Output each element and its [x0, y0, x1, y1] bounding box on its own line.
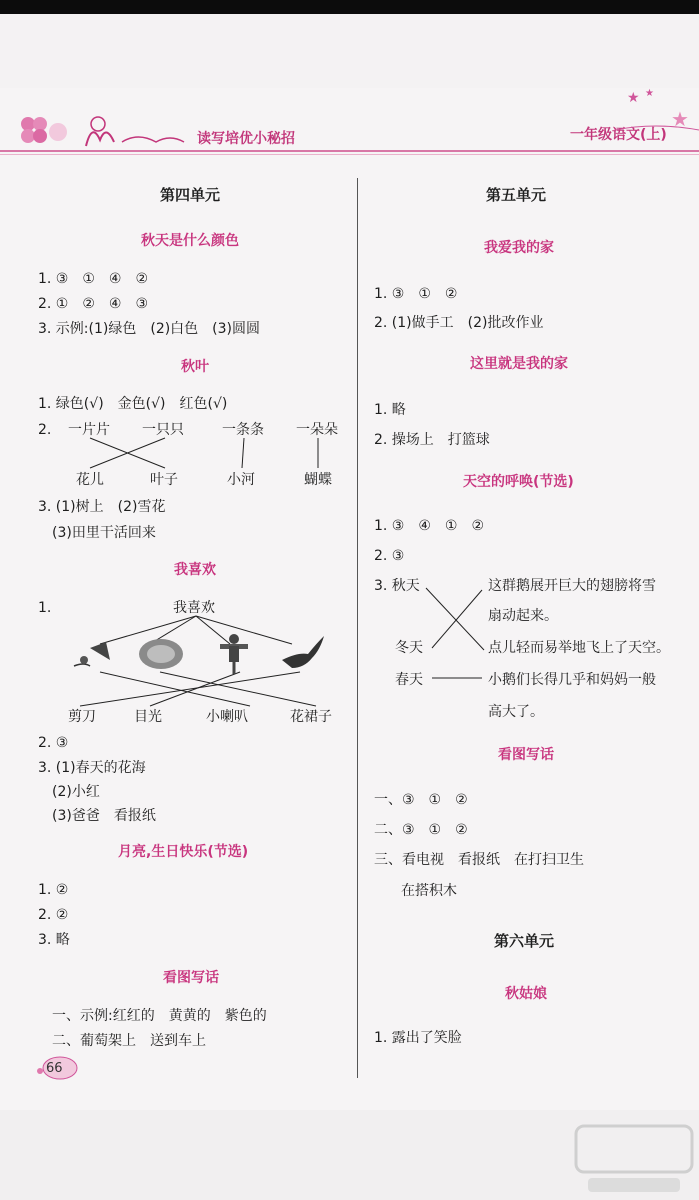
- sentence-line: 点儿轻而易举地飞上了天空。: [488, 640, 670, 656]
- swallow-bird-icon: [280, 634, 326, 670]
- match-word-bottom: 蝴蝶: [304, 472, 332, 488]
- section-title-here-home: 这里就是我的家: [470, 356, 568, 372]
- section-title-picture-writing-2: 看图写话: [498, 747, 554, 763]
- match-word-top: 一只只: [142, 422, 184, 438]
- header-rule-thin: [0, 154, 699, 155]
- section-title-i-like: 我喜欢: [174, 562, 216, 578]
- center-word: 我喜欢: [173, 600, 215, 616]
- answer-line: 3. (1)树上 (2)雪花: [38, 499, 166, 515]
- answer-line: 2. (1)做手工 (2)批改作业: [374, 315, 544, 331]
- svg-text:★: ★: [671, 107, 689, 131]
- answer-line: 一、示例:红红的 黄黄的 紫色的: [52, 1008, 267, 1024]
- answer-line: 2. 操场上 打篮球: [374, 432, 490, 448]
- header-rule: [0, 150, 699, 152]
- series-title: 读写培优小秘招: [197, 131, 295, 147]
- answer-line: 3. 示例:(1)绿色 (2)白色 (3)圆圆: [38, 321, 261, 337]
- status-bar: [0, 0, 699, 14]
- match-word-left: 3. 秋天: [374, 578, 420, 594]
- answer-line: 1. 露出了笑脸: [374, 1030, 462, 1046]
- morning-glory-icon: [70, 638, 118, 672]
- sentence-line: 小鹅们长得几乎和妈妈一般: [488, 672, 656, 688]
- answer-line: 1. ②: [38, 882, 69, 898]
- stars-decoration-icon: [615, 82, 699, 132]
- scarecrow-icon: [214, 632, 254, 674]
- book-page: [0, 88, 699, 1110]
- answer-line: 1. 略: [374, 402, 406, 418]
- match-word-bottom: 花裙子: [290, 709, 332, 725]
- answer-line: (3)田里干活回来: [52, 525, 156, 541]
- sentence-line: 扇动起来。: [488, 608, 558, 624]
- section-title-autumn-color: 秋天是什么颜色: [141, 233, 239, 249]
- answer-line: 2. ③: [38, 735, 69, 751]
- unit-5-heading: 第五单元: [486, 186, 547, 204]
- match-word-top: 一片片: [68, 422, 110, 438]
- match-word-bottom: 小喇叭: [206, 709, 248, 725]
- answer-line: 二、③ ① ②: [374, 822, 468, 838]
- section-title-picture-writing: 看图写话: [163, 970, 219, 986]
- section-title-love-home: 我爱我的家: [484, 240, 554, 256]
- section-title-moon-birthday: 月亮,生日快乐(节选): [118, 844, 249, 860]
- sun-blur-icon: [136, 636, 186, 672]
- answer-line: 在搭积木: [401, 883, 457, 899]
- match-word-top: 一朵朵: [296, 422, 338, 438]
- answer-line: 一、③ ① ②: [374, 792, 468, 808]
- match-word-bottom: 花儿: [76, 472, 104, 488]
- match-word-bottom: 剪刀: [68, 709, 96, 725]
- answer-line: (2)小红: [52, 784, 100, 800]
- match-word-bottom: 小河: [227, 472, 255, 488]
- match-word-bottom: 目光: [134, 709, 162, 725]
- unit-6-heading: 第六单元: [494, 932, 555, 950]
- clover-logo-icon: [14, 108, 74, 152]
- mascot-brand-icon: [78, 112, 188, 152]
- page-number: 66: [46, 1061, 63, 1076]
- sentence-line: 这群鹅展开巨大的翅膀将雪: [488, 578, 656, 594]
- answer-line: 3. (1)春天的花海: [38, 760, 146, 776]
- answer-line: 1. ③ ④ ① ②: [374, 518, 485, 534]
- answer-line: 二、葡萄架上 送到车上: [52, 1033, 206, 1049]
- watermark-logo-icon: [572, 1118, 696, 1198]
- match-lines-seasons: [420, 580, 490, 690]
- answer-line: 1. ③ ① ④ ②: [38, 271, 149, 287]
- match-lines-leaves: [0, 436, 358, 472]
- section-title-autumn-girl: 秋姑娘: [505, 986, 547, 1002]
- answer-line: 2. ③: [374, 548, 405, 564]
- answer-line-prefix: 2.: [38, 422, 52, 438]
- match-word-left: 春天: [395, 672, 423, 688]
- svg-text:★: ★: [645, 88, 654, 99]
- sentence-line: 高大了。: [488, 704, 544, 720]
- match-word-left: 冬天: [395, 640, 423, 656]
- answer-line: 1. ③ ① ②: [374, 286, 458, 302]
- section-title-autumn-leaves: 秋叶: [181, 359, 209, 375]
- answer-line-prefix: 1.: [38, 600, 52, 616]
- answer-line: (3)爸爸 看报纸: [52, 808, 156, 824]
- answer-line: 2. ②: [38, 907, 69, 923]
- grade-title: 一年级语文(上): [570, 127, 667, 143]
- unit-4-heading: 第四单元: [160, 186, 221, 204]
- section-title-sky-call: 天空的呼唤(节选): [463, 474, 574, 490]
- svg-text:★: ★: [627, 90, 640, 106]
- answer-line: 2. ① ② ④ ③: [38, 296, 149, 312]
- answer-line: 3. 略: [38, 932, 70, 948]
- answer-line: 1. 绿色(√) 金色(√) 红色(√): [38, 396, 228, 412]
- match-word-bottom: 叶子: [150, 472, 178, 488]
- answer-line: 三、看电视 看报纸 在打扫卫生: [374, 852, 584, 868]
- match-word-top: 一条条: [222, 422, 264, 438]
